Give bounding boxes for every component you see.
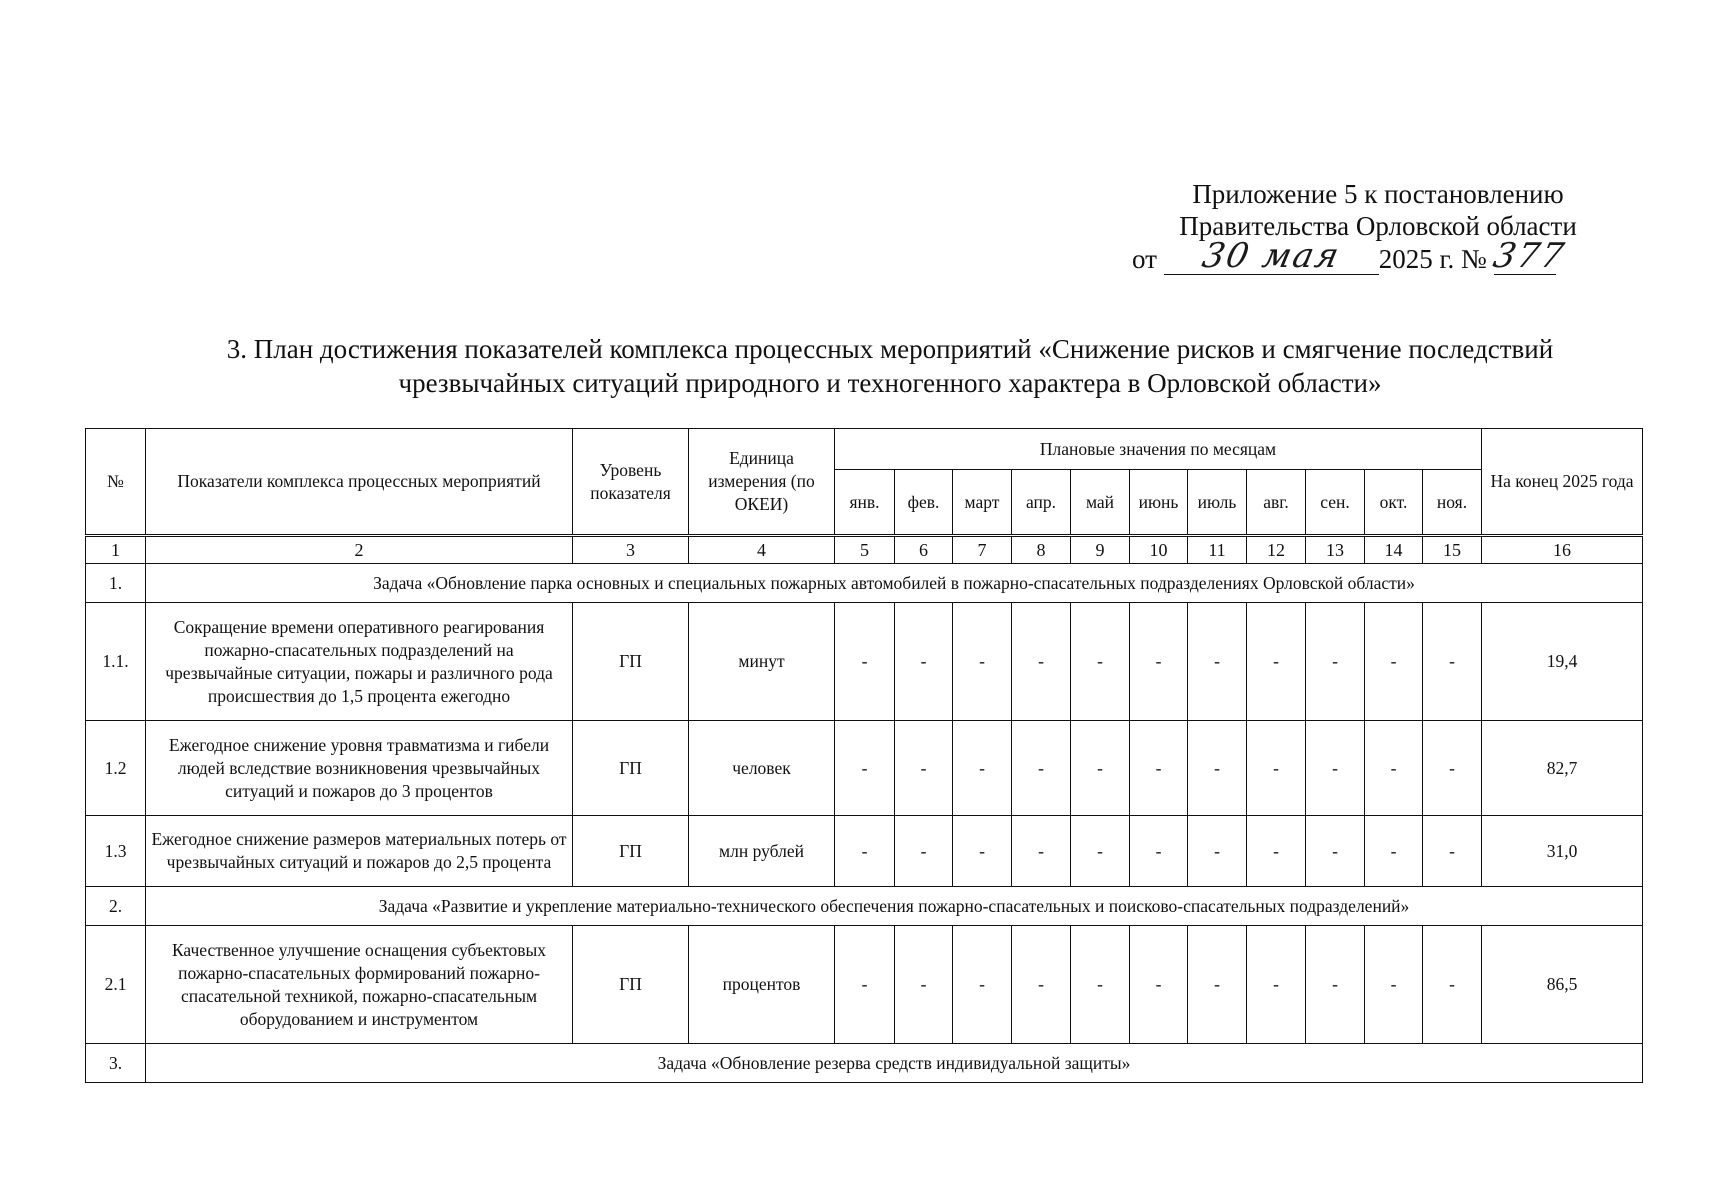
header-month-3: март: [953, 470, 1012, 536]
handwritten-number: 377: [1489, 236, 1569, 276]
column-number-6: 6: [895, 536, 953, 564]
monthly-value-июнь: -: [1130, 603, 1188, 721]
header-month-1: янв.: [835, 470, 895, 536]
indicator-level: ГП: [573, 603, 689, 721]
task-text: Задача «Обновление резерва средств индивидуальной защиты»: [146, 1044, 1643, 1083]
approval-line-1: Приложение 5 к постановлению: [1192, 179, 1564, 209]
monthly-value-апр.: -: [1012, 603, 1071, 721]
indicator-unit: минут: [689, 603, 835, 721]
monthly-value-авг.: -: [1247, 603, 1306, 721]
column-number-16: 16: [1482, 536, 1643, 564]
monthly-value-сен.: -: [1306, 603, 1365, 721]
monthly-value-июнь: -: [1130, 721, 1188, 816]
title-line-1: 3. План достижения показателей комплекса процессных мероприятий «Снижение рисков и смягчение последствий: [226, 334, 1554, 364]
monthly-value-янв.: -: [835, 926, 895, 1044]
handwritten-date: 30 мая: [1198, 236, 1344, 276]
year-label: 2025 г. №: [1378, 244, 1487, 274]
from-label: от: [1132, 244, 1157, 274]
column-number-10: 10: [1130, 536, 1188, 564]
approval-date-line: [1128, 236, 1628, 276]
column-number-3: 3: [573, 536, 689, 564]
indicator-number: 1.2: [86, 721, 146, 816]
header-month-6: июнь: [1130, 470, 1188, 536]
monthly-value-сен.: -: [1306, 721, 1365, 816]
indicator-name: Сокращение времени оперативного реагирования пожарно-спасательных подразделений на чрезвычайные ситуации, пожары и различного рода происшествия до 1,5 процента ежегодно: [146, 603, 573, 721]
task-number: 2.: [86, 887, 146, 926]
header-month-10: окт.: [1365, 470, 1423, 536]
indicator-unit: человек: [689, 721, 835, 816]
task-number: 3.: [86, 1044, 146, 1083]
header-month-9: сен.: [1306, 470, 1365, 536]
header-month-8: авг.: [1247, 470, 1306, 536]
monthly-value-июль: -: [1188, 721, 1247, 816]
monthly-value-авг.: -: [1247, 816, 1306, 887]
year-end-value: 82,7: [1482, 721, 1643, 816]
indicator-name: Качественное улучшение оснащения субъектовых пожарно-спасательных формирований пожарно-спасательной техникой, пожарно-спасательным оборудованием и инструментом: [146, 926, 573, 1044]
header-level: Уровень показателя: [573, 429, 689, 536]
indicator-unit: млн рублей: [689, 816, 835, 887]
column-number-4: 4: [689, 536, 835, 564]
approval-block: [1128, 178, 1628, 275]
header-unit: Единица измерения (по ОКЕИ): [689, 429, 835, 536]
column-number-2: 2: [146, 536, 573, 564]
column-number-11: 11: [1188, 536, 1247, 564]
indicator-unit: процентов: [689, 926, 835, 1044]
monthly-value-март: -: [953, 603, 1012, 721]
title-line-2: чрезвычайных ситуаций природного и техногенного характера в Орловской области»: [398, 368, 1382, 398]
indicator-name: Ежегодное снижение размеров материальных потерь от чрезвычайных ситуаций и пожаров до 2,5 процента: [146, 816, 573, 887]
monthly-value-фев.: -: [895, 721, 953, 816]
monthly-value-май: -: [1071, 926, 1130, 1044]
header-month-7: июль: [1188, 470, 1247, 536]
indicator-number: 2.1: [86, 926, 146, 1044]
monthly-value-авг.: -: [1247, 721, 1306, 816]
indicator-level: ГП: [573, 816, 689, 887]
column-number-8: 8: [1012, 536, 1071, 564]
year-end-value: 31,0: [1482, 816, 1643, 887]
plan-table: [85, 428, 1643, 1083]
task-row: [86, 564, 1643, 603]
indicator-name: Ежегодное снижение уровня травматизма и гибели людей вследствие возникновения чрезвычайных ситуаций и пожаров до 3 процентов: [146, 721, 573, 816]
monthly-value-март: -: [953, 721, 1012, 816]
monthly-value-фев.: -: [895, 816, 953, 887]
year-end-value: 86,5: [1482, 926, 1643, 1044]
indicator-row: [86, 926, 1643, 1044]
monthly-value-фев.: -: [895, 603, 953, 721]
monthly-value-авг.: -: [1247, 926, 1306, 1044]
monthly-value-окт.: -: [1365, 926, 1423, 1044]
monthly-value-июнь: -: [1130, 926, 1188, 1044]
monthly-value-ноя.: -: [1423, 603, 1482, 721]
monthly-value-апр.: -: [1012, 816, 1071, 887]
monthly-value-июль: -: [1188, 926, 1247, 1044]
monthly-value-янв.: -: [835, 721, 895, 816]
monthly-value-сен.: -: [1306, 926, 1365, 1044]
date-blank: [1164, 236, 1379, 276]
indicator-number: 1.3: [86, 816, 146, 887]
document-title: [150, 332, 1630, 400]
monthly-value-апр.: -: [1012, 721, 1071, 816]
header-indicator: Показатели комплекса процессных мероприятий: [146, 429, 573, 536]
header-total: На конец 2025 года: [1482, 429, 1643, 536]
monthly-value-янв.: -: [835, 603, 895, 721]
column-number-12: 12: [1247, 536, 1306, 564]
monthly-value-май: -: [1071, 816, 1130, 887]
header-num: №: [86, 429, 146, 536]
column-number-1: 1: [86, 536, 146, 564]
monthly-value-март: -: [953, 816, 1012, 887]
monthly-value-апр.: -: [1012, 926, 1071, 1044]
header-month-5: май: [1071, 470, 1130, 536]
task-row: [86, 887, 1643, 926]
monthly-value-окт.: -: [1365, 603, 1423, 721]
column-number-9: 9: [1071, 536, 1130, 564]
approval-line-2: Правительства Орловской области: [1179, 211, 1577, 241]
monthly-value-окт.: -: [1365, 816, 1423, 887]
monthly-value-янв.: -: [835, 816, 895, 887]
monthly-value-ноя.: -: [1423, 926, 1482, 1044]
monthly-value-март: -: [953, 926, 1012, 1044]
monthly-value-май: -: [1071, 721, 1130, 816]
monthly-value-июль: -: [1188, 816, 1247, 887]
column-number-5: 5: [835, 536, 895, 564]
column-number-14: 14: [1365, 536, 1423, 564]
task-number: 1.: [86, 564, 146, 603]
monthly-value-июль: -: [1188, 603, 1247, 721]
indicator-level: ГП: [573, 926, 689, 1044]
monthly-value-ноя.: -: [1423, 721, 1482, 816]
table-body: [86, 429, 1643, 1083]
header-month-4: апр.: [1012, 470, 1071, 536]
monthly-value-фев.: -: [895, 926, 953, 1044]
monthly-value-июнь: -: [1130, 816, 1188, 887]
indicator-row: [86, 721, 1643, 816]
header-month-11: ноя.: [1423, 470, 1482, 536]
indicator-row: [86, 603, 1643, 721]
task-text: Задача «Обновление парка основных и специальных пожарных автомобилей в пожарно-спасательных подразделениях Орловской области»: [146, 564, 1643, 603]
indicator-row: [86, 816, 1643, 887]
monthly-value-окт.: -: [1365, 721, 1423, 816]
header-month-2: фев.: [895, 470, 953, 536]
indicator-number: 1.1.: [86, 603, 146, 721]
header-row-top: [86, 429, 1643, 470]
year-end-value: 19,4: [1482, 603, 1643, 721]
indicator-level: ГП: [573, 721, 689, 816]
column-number-7: 7: [953, 536, 1012, 564]
column-number-15: 15: [1423, 536, 1482, 564]
monthly-value-сен.: -: [1306, 816, 1365, 887]
column-numbers-row: [86, 536, 1643, 564]
monthly-value-май: -: [1071, 603, 1130, 721]
column-number-13: 13: [1306, 536, 1365, 564]
header-monthly: Плановые значения по месяцам: [835, 429, 1482, 470]
task-text: Задача «Развитие и укрепление материально-технического обеспечения пожарно-спасательных и поисково-спасательных подразделений»: [146, 887, 1643, 926]
monthly-value-ноя.: -: [1423, 816, 1482, 887]
task-row: [86, 1044, 1643, 1083]
number-blank: [1489, 236, 1569, 276]
